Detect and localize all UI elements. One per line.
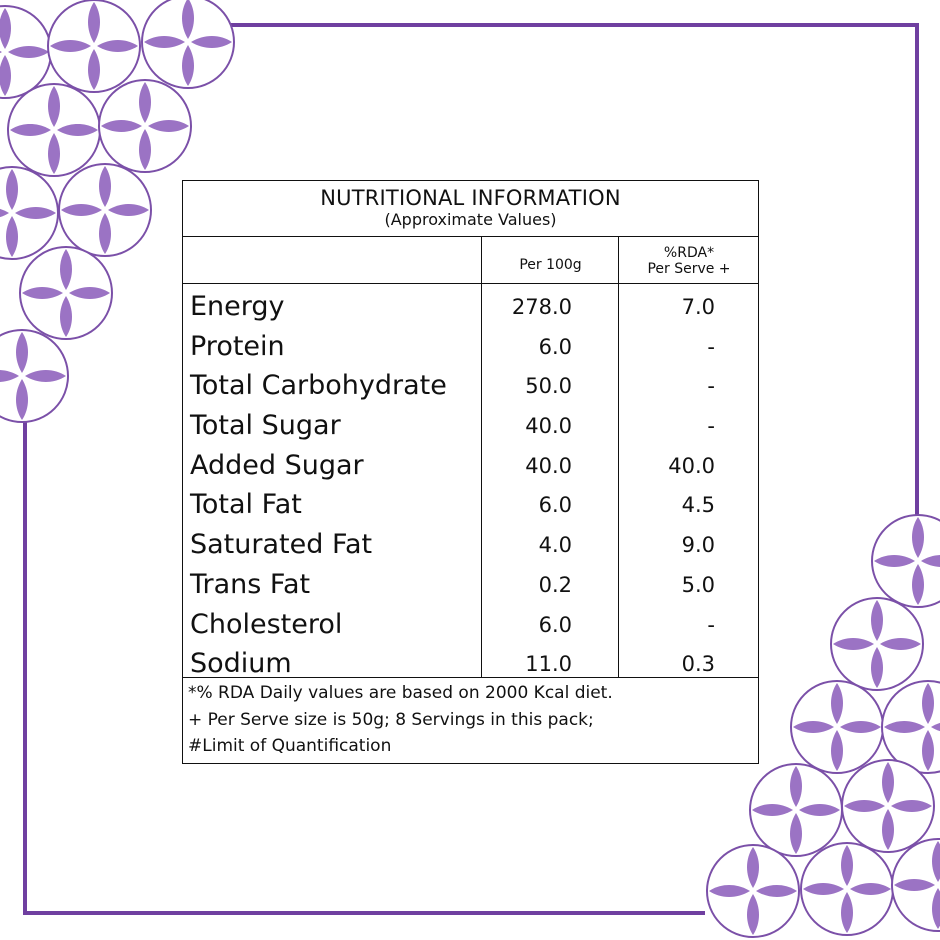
nutrition-facts-table bbox=[182, 180, 759, 764]
table-row bbox=[183, 406, 758, 446]
table-row bbox=[183, 565, 758, 605]
table-row bbox=[183, 485, 758, 525]
table-row bbox=[183, 605, 758, 645]
table-subtitle: (Approximate Values) bbox=[384, 210, 557, 229]
table-row bbox=[183, 366, 758, 406]
table-row bbox=[183, 327, 758, 367]
value-per-100g: 11.0 bbox=[525, 652, 572, 676]
column-header-rda-line1: %RDA* bbox=[663, 245, 715, 261]
value-rda: - bbox=[707, 414, 715, 438]
footnote: *% RDA Daily values are based on 2000 Kcal diet. bbox=[188, 683, 613, 703]
nutrient-name: Protein bbox=[190, 331, 285, 362]
nutrient-name: Added Sugar bbox=[190, 450, 364, 481]
table-row bbox=[183, 525, 758, 565]
nutrient-name: Total Fat bbox=[190, 489, 302, 520]
nutrient-name: Sodium bbox=[190, 648, 292, 679]
table-row bbox=[183, 287, 758, 327]
value-rda: 40.0 bbox=[668, 454, 715, 478]
value-rda: 7.0 bbox=[681, 295, 715, 319]
value-rda: - bbox=[707, 613, 715, 637]
nutrient-name: Total Carbohydrate bbox=[190, 370, 447, 401]
value-rda: 4.5 bbox=[681, 493, 715, 517]
value-rda: 0.3 bbox=[681, 652, 715, 676]
value-per-100g: 6.0 bbox=[538, 493, 572, 517]
value-per-100g: 6.0 bbox=[538, 335, 572, 359]
nutrient-name: Saturated Fat bbox=[190, 529, 373, 560]
value-per-100g: 0.2 bbox=[538, 573, 572, 597]
divider bbox=[183, 283, 758, 284]
value-per-100g: 6.0 bbox=[538, 613, 572, 637]
value-rda: - bbox=[707, 374, 715, 398]
value-per-100g: 40.0 bbox=[525, 414, 572, 438]
value-per-100g: 4.0 bbox=[538, 533, 572, 557]
table-title: NUTRITIONAL INFORMATION bbox=[320, 186, 621, 210]
value-per-100g: 40.0 bbox=[525, 454, 572, 478]
table-row bbox=[183, 644, 758, 684]
table-row bbox=[183, 446, 758, 486]
nutrient-name: Trans Fat bbox=[190, 569, 311, 600]
value-rda: - bbox=[707, 335, 715, 359]
divider bbox=[183, 236, 758, 237]
footnote: #Limit of Quantification bbox=[188, 736, 392, 756]
value-rda: 9.0 bbox=[681, 533, 715, 557]
nutrient-name: Energy bbox=[190, 291, 285, 322]
footnote: + Per Serve size is 50g; 8 Servings in this pack; bbox=[188, 710, 594, 730]
value-rda: 5.0 bbox=[681, 573, 715, 597]
value-per-100g: 278.0 bbox=[511, 295, 572, 319]
column-header-rda bbox=[620, 245, 758, 277]
column-header-per-100g: Per 100g bbox=[519, 257, 582, 273]
nutrient-name: Total Sugar bbox=[190, 410, 341, 441]
column-header-rda-line2: Per Serve + bbox=[647, 261, 731, 277]
value-per-100g: 50.0 bbox=[525, 374, 572, 398]
nutrient-name: Cholesterol bbox=[190, 609, 343, 640]
